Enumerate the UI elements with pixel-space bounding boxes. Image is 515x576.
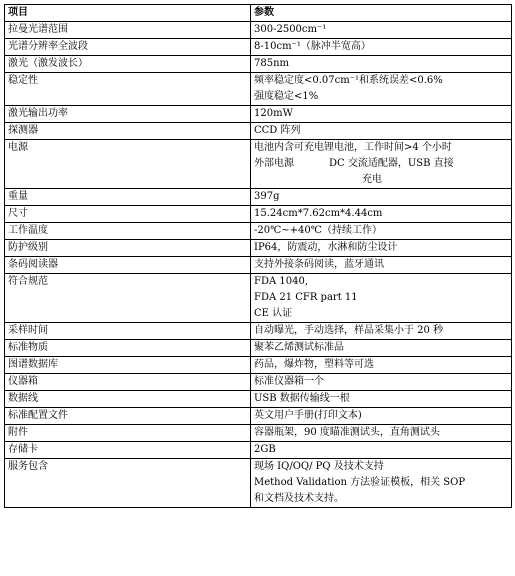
row-value: 药品，爆炸物，塑料等可选 [251, 357, 512, 374]
header-item: 项目 [5, 5, 251, 22]
row-item: 激光输出功率 [5, 106, 251, 123]
row-item: 电源 [5, 140, 251, 189]
table-row [5, 374, 512, 391]
row-value: 8-10cm⁻¹（脉冲半宽高） [251, 39, 512, 56]
header-param: 参数 [251, 5, 512, 22]
table-row [5, 408, 512, 425]
row-value: 聚苯乙烯测试标准品 [251, 340, 512, 357]
row-item: 激光（激发波长） [5, 56, 251, 73]
table-row [5, 391, 512, 408]
value-line: CE 认证 [254, 308, 293, 319]
row-value: 15.24cm*7.62cm*4.44cm [251, 206, 512, 223]
table-row [5, 206, 512, 223]
row-item: 稳定性 [5, 73, 251, 106]
row-value: 2GB [251, 442, 512, 459]
value-line: 和文档及技术支持。 [254, 493, 344, 504]
row-item: 图谱数据库 [5, 357, 251, 374]
table-row [5, 442, 512, 459]
table-row [5, 223, 512, 240]
row-item: 尺寸 [5, 206, 251, 223]
table-row [5, 56, 512, 73]
table-row [5, 73, 512, 106]
row-value [251, 274, 512, 323]
row-item: 存储卡 [5, 442, 251, 459]
value-line: 充电 [362, 174, 382, 185]
row-value: 397g [251, 189, 512, 206]
table-row [5, 189, 512, 206]
row-value: 自动曝光，手动选择，样品采集小于 20 秒 [251, 323, 512, 340]
table-row [5, 274, 512, 323]
row-item: 服务包含 [5, 459, 251, 508]
value-line: 强度稳定<1% [254, 91, 319, 102]
row-item: 标准物质 [5, 340, 251, 357]
row-item: 仪器箱 [5, 374, 251, 391]
row-value: 标准仪器箱一个 [251, 374, 512, 391]
row-item: 光谱分辨率全波段 [5, 39, 251, 56]
table-row [5, 240, 512, 257]
row-value: USB 数据传输线一根 [251, 391, 512, 408]
spec-table [4, 4, 512, 508]
row-value: 支持外接条码阅读，蓝牙通讯 [251, 257, 512, 274]
row-item: 附件 [5, 425, 251, 442]
row-item: 拉曼光谱范围 [5, 22, 251, 39]
table-row [5, 123, 512, 140]
row-item: 防护级别 [5, 240, 251, 257]
row-value [251, 140, 512, 189]
row-value: 300-2500cm⁻¹ [251, 22, 512, 39]
table-row [5, 140, 512, 189]
value-line: 外部电源 DC 交流适配器，USB 直接 [254, 158, 454, 169]
row-item: 重量 [5, 189, 251, 206]
row-value: 785nm [251, 56, 512, 73]
table-header-row [5, 5, 512, 22]
value-line: FDA 21 CFR part 11 [254, 292, 358, 303]
table-row [5, 425, 512, 442]
table-row [5, 22, 512, 39]
row-value [251, 459, 512, 508]
table-row [5, 257, 512, 274]
row-item: 工作温度 [5, 223, 251, 240]
table-row [5, 323, 512, 340]
table-row [5, 340, 512, 357]
value-line: 现场 IQ/OQ/ PQ 及技术支持 [254, 461, 384, 472]
table-row [5, 459, 512, 508]
row-item: 采样时间 [5, 323, 251, 340]
row-value: -20℃~+40℃（持续工作） [251, 223, 512, 240]
row-item: 符合规范 [5, 274, 251, 323]
row-value: 英文用户手册(打印文本) [251, 408, 512, 425]
row-value: 容器瓶架，90 度瞄准测试头，直角测试头 [251, 425, 512, 442]
row-value: 120mW [251, 106, 512, 123]
row-item: 标准配置文件 [5, 408, 251, 425]
value-line: FDA 1040, [254, 276, 308, 287]
row-value: CCD 阵列 [251, 123, 512, 140]
row-value: IP64，防震动，水淋和防尘设计 [251, 240, 512, 257]
row-item: 数据线 [5, 391, 251, 408]
value-line: 电池内含可充电锂电池，工作时间>4 个小时 [254, 142, 452, 153]
row-value [251, 73, 512, 106]
table-row [5, 357, 512, 374]
value-line: Method Validation 方法验证模板，相关 SOP [254, 477, 466, 488]
row-item: 探测器 [5, 123, 251, 140]
table-row [5, 106, 512, 123]
table-row [5, 39, 512, 56]
row-item: 条码阅读器 [5, 257, 251, 274]
value-line: 频率稳定度<0.07cm⁻¹和系统误差<0.6% [254, 75, 443, 86]
